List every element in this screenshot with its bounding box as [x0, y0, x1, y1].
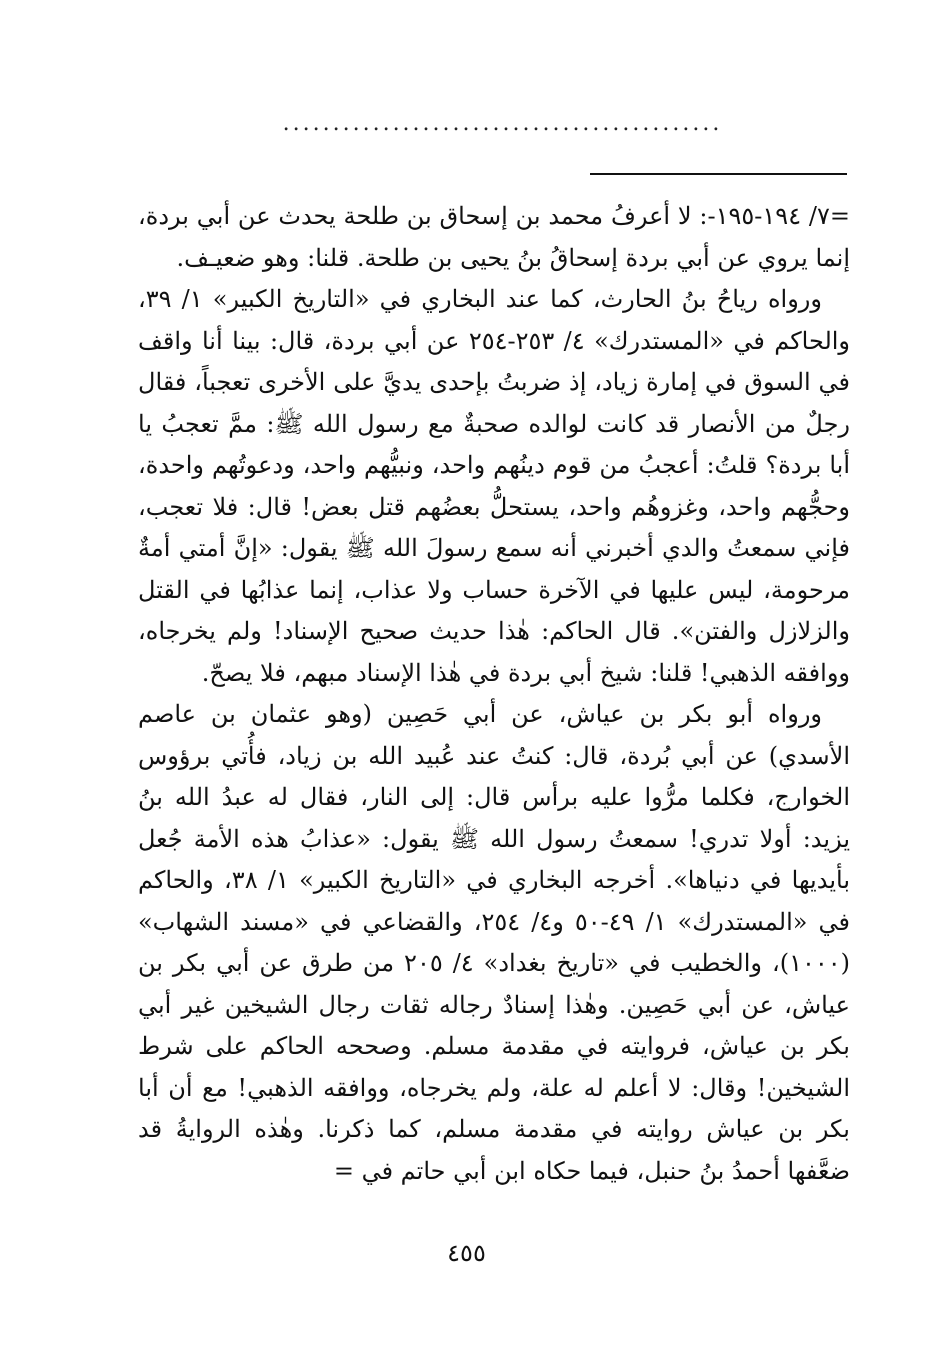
- footnote-paragraph-riyah: ورواه رياحُ بنُ الحارث، كما عند البخاري في «التاريخ الكبير» ١/ ٣٩، والحاكم في «المستدرك» ٤/ ٢٥٣-٢٥٤ عن أبي بردة، قال: بينا أنا واقف في السوق في إمارة زياد، إذ ضربتُ بإحدى يديَّ على الأخرى تعجباً، فقال رجلٌ من الأنصار قد كانت لوالده صحبةٌ مع رسول الله ﷺ: ممَّ تعجبُ يا أبا بردة؟ قلتُ: أعجبُ من قوم دينُهم واحد، ونبيُّهم واحد، ودعوتُهم واحدة، وحجُّهم واحد، وغزوهُم واحد، يستحلُّ بعضُهم قتل بعض! قال: فلا تعجب، فإني سمعتُ والدي أخبرني أنه سمع رسولَ الله ﷺ يقول: «إنَّ أمتي أمةٌ مرحومة، ليس عليها في الآخرة حساب ولا عذاب، إنما عذابُها في القتل والزلازل والفتن». قال الحاكم: هٰذا حديث صحيح الإسناد! ولم يخرجاه، ووافقه الذهبي! قلنا: شيخ أبي بردة في هٰذا الإسناد مبهم، فلا يصحّ.: [138, 285, 851, 687]
- footnote-text: [138, 196, 850, 1192]
- footnote-paragraph-continuation: =٧/ ١٩٤-١٩٥-: لا أعرفُ محمد بن إسحاق بن طلحة يحدث عن أبي بردة، إنما يروي عن أبي بردة إسحاقُ بنُ يحيى بن طلحة. قلنا: وهو ضعيـف.: [138, 202, 850, 272]
- page-number: ٤٥٥: [447, 1239, 486, 1267]
- footnote-paragraph-abu-bakr: ورواه أبو بكر بن عياش، عن أبي حَصِين (وهو عثمان بن عاصم الأسدي) عن أبي بُردة، قال: كنتُ عند عُبيد الله بن زياد، فأُتي برؤوس الخوارج، فكلما مرُّوا عليه برأس قال: إلى النار، فقال له عبدُ الله بنُ يزيد: أولا تدري! سمعتُ رسول الله ﷺ يقول: «عذابُ هذه الأمة جُعل بأيديها في دنياها». أخرجه البخاري في «التاريخ الكبير» ١/ ٣٨، والحاكم في «المستدرك» ١/ ٤٩-٥٠ و٤/ ٢٥٤، والقضاعي في «مسند الشهاب» (١٠٠٠)، والخطيب في «تاريخ بغداد» ٤/ ٢٠٥ من طرق عن أبي بكر بن عياش، عن أبي حَصِين. وهٰذا إسنادٌ رجاله ثقات رجال الشيخين غير أبي بكر بن عياش، فروايته في مقدمة مسلم. وصححه الحاكم على شرط الشيخين! وقال: لا أعلم له علة، ولم يخرجاه، ووافقه الذهبي! مع أن أبا بكر بن عياش روايته في مقدمة مسلم، كما ذكرنا. وهٰذه الروايةُ قد ضعَّفها أحمدُ بنُ حنبل، فيما حكاه ابن أبي حاتم في =: [138, 700, 851, 1185]
- footnote-rule: [590, 173, 847, 175]
- dotted-separator: ............................................: [282, 112, 723, 136]
